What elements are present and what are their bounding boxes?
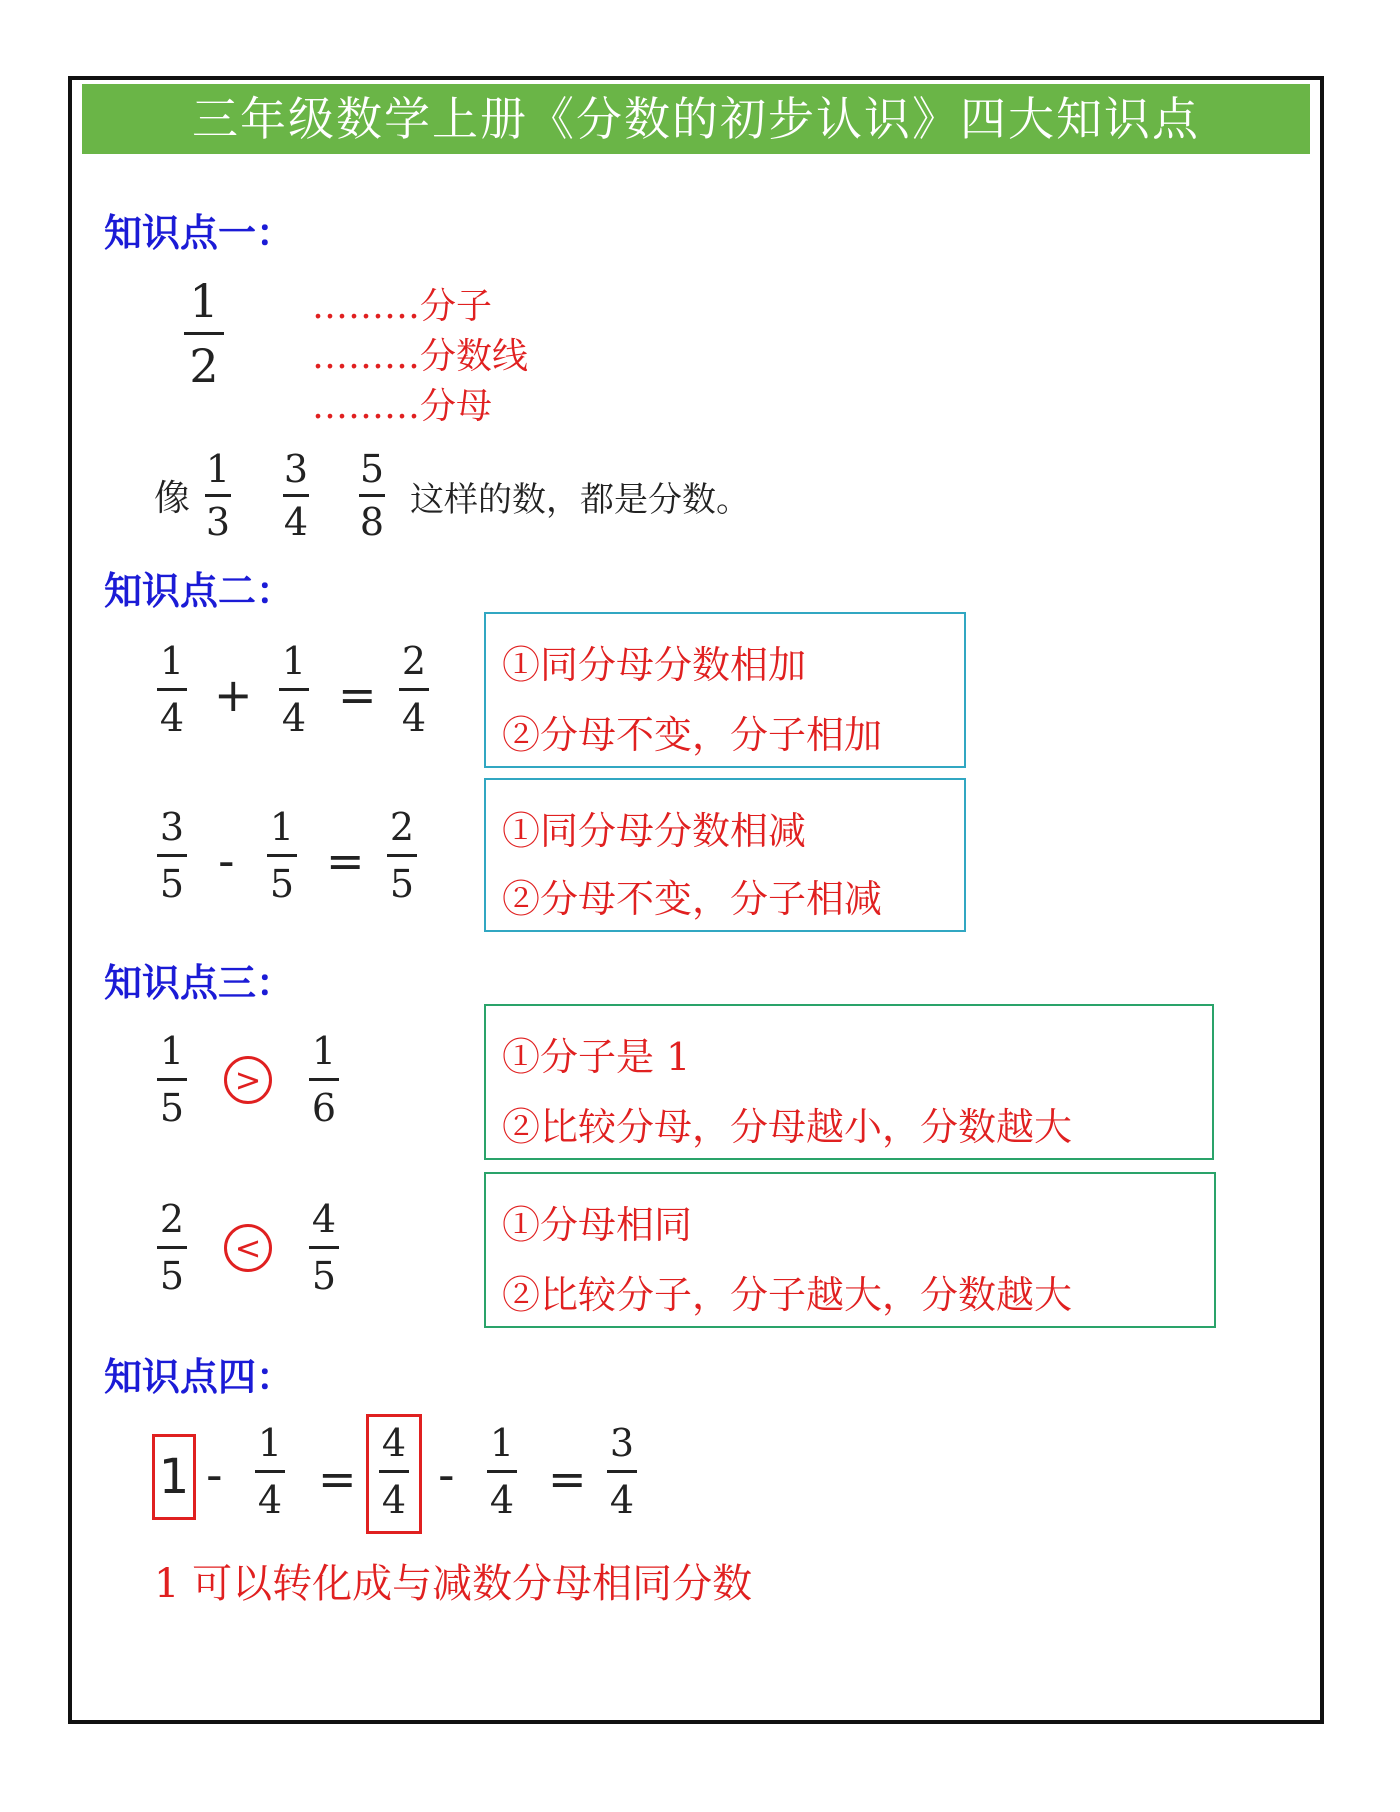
whole-number: 1 bbox=[158, 1449, 190, 1505]
numerator: 1 bbox=[281, 639, 307, 683]
fraction-bar bbox=[157, 688, 187, 691]
denominator: 5 bbox=[159, 1254, 185, 1298]
fraction-bar bbox=[309, 1246, 339, 1249]
example-num: 5 bbox=[359, 447, 385, 491]
example-fraction bbox=[342, 447, 402, 544]
denominator: 5 bbox=[389, 862, 415, 906]
cmp2-fraction-a bbox=[142, 1197, 202, 1298]
label-denominator: ………分母 bbox=[312, 386, 493, 427]
minus-sign: - bbox=[438, 1448, 455, 1502]
fraction-bar bbox=[205, 494, 231, 497]
examples-suffix: 这样的数，都是分数。 bbox=[410, 480, 750, 520]
whole-number-box bbox=[152, 1434, 196, 1520]
section3-heading: 知识点三： bbox=[104, 961, 295, 1005]
equals-sign: = bbox=[548, 1452, 587, 1506]
fraction-denominator: 2 bbox=[189, 339, 219, 393]
sub-rule-1: ①同分母分数相减 bbox=[502, 809, 807, 853]
denominator: 4 bbox=[381, 1478, 407, 1522]
plus-sign: + bbox=[214, 668, 253, 722]
fraction-bar bbox=[255, 1470, 285, 1473]
less-than-sign: < bbox=[234, 1229, 262, 1267]
label-numerator: ………分子 bbox=[312, 286, 493, 327]
cmp1-rule-1: ①分子是 1 bbox=[502, 1035, 691, 1079]
fraction-bar bbox=[184, 332, 224, 335]
add-rule-2: ②分母不变，分子相加 bbox=[502, 713, 883, 757]
numerator: 3 bbox=[609, 1421, 635, 1465]
numerator: 2 bbox=[401, 639, 427, 683]
greater-than-circle bbox=[224, 1056, 272, 1104]
cmp2-rule-box bbox=[484, 1172, 1216, 1328]
sub-rule-box bbox=[484, 778, 966, 932]
numerator: 1 bbox=[269, 805, 295, 849]
numerator: 1 bbox=[257, 1421, 283, 1465]
conversion-note: 1 可以转化成与减数分母相同分数 bbox=[154, 1561, 753, 1607]
denominator: 5 bbox=[159, 862, 185, 906]
cmp1-fraction-b bbox=[294, 1029, 354, 1130]
denominator: 4 bbox=[401, 696, 427, 740]
denominator: 4 bbox=[281, 696, 307, 740]
less-than-circle bbox=[224, 1224, 272, 1272]
cmp1-rule-2: ②比较分母，分母越小，分数越大 bbox=[502, 1105, 1073, 1149]
numerator: 2 bbox=[159, 1197, 185, 1241]
numerator: 4 bbox=[381, 1421, 407, 1465]
cmp1-rule-box bbox=[484, 1004, 1214, 1160]
denominator: 6 bbox=[311, 1086, 337, 1130]
fraction-bar bbox=[157, 854, 187, 857]
denominator: 5 bbox=[269, 862, 295, 906]
fraction-bar bbox=[387, 854, 417, 857]
denominator: 4 bbox=[257, 1478, 283, 1522]
fraction-bar bbox=[487, 1470, 517, 1473]
example-num: 1 bbox=[205, 447, 231, 491]
equals-sign: = bbox=[338, 668, 377, 722]
add-fraction-a bbox=[142, 639, 202, 740]
example-num: 3 bbox=[283, 447, 309, 491]
page-title: 三年级数学上册《分数的初步认识》四大知识点 bbox=[82, 84, 1310, 154]
fraction-numerator: 1 bbox=[189, 274, 219, 328]
example-den: 4 bbox=[283, 500, 309, 544]
add-rule-1: ①同分母分数相加 bbox=[502, 643, 807, 687]
add-fraction-b bbox=[264, 639, 324, 740]
fraction-bar bbox=[279, 688, 309, 691]
cmp2-rule-1: ①分母相同 bbox=[502, 1203, 693, 1247]
sub-fraction-a bbox=[142, 805, 202, 906]
equals-sign: = bbox=[318, 1452, 357, 1506]
denominator: 4 bbox=[159, 696, 185, 740]
fraction-bar bbox=[283, 494, 309, 497]
fraction-bar bbox=[399, 688, 429, 691]
fraction-bar bbox=[359, 494, 385, 497]
numerator: 1 bbox=[311, 1029, 337, 1073]
fraction-bar bbox=[379, 1470, 409, 1473]
converted-fraction bbox=[364, 1421, 424, 1522]
sub-result bbox=[372, 805, 432, 906]
numerator: 4 bbox=[311, 1197, 337, 1241]
main-fraction bbox=[174, 274, 234, 393]
denominator: 4 bbox=[489, 1478, 515, 1522]
subtrahend-fraction-2 bbox=[472, 1421, 532, 1522]
example-den: 3 bbox=[205, 500, 231, 544]
denominator: 4 bbox=[609, 1478, 635, 1522]
section2-heading: 知识点二： bbox=[104, 569, 295, 613]
numerator: 3 bbox=[159, 805, 185, 849]
denominator: 5 bbox=[311, 1254, 337, 1298]
example-fraction bbox=[266, 447, 326, 544]
numerator: 2 bbox=[389, 805, 415, 849]
section4-heading: 知识点四： bbox=[104, 1355, 295, 1399]
cmp2-fraction-b bbox=[294, 1197, 354, 1298]
fraction-bar bbox=[309, 1078, 339, 1081]
fraction-bar bbox=[267, 854, 297, 857]
minus-sign: - bbox=[218, 834, 235, 888]
subtrahend-fraction bbox=[240, 1421, 300, 1522]
cmp2-rule-2: ②比较分子，分子越大，分数越大 bbox=[502, 1273, 1073, 1317]
fraction-bar bbox=[157, 1078, 187, 1081]
fraction-bar bbox=[157, 1246, 187, 1249]
section1-heading: 知识点一： bbox=[104, 211, 295, 255]
add-result bbox=[384, 639, 444, 740]
numerator: 1 bbox=[489, 1421, 515, 1465]
example-den: 8 bbox=[359, 500, 385, 544]
label-fraction-line: ………分数线 bbox=[312, 336, 529, 377]
numerator: 1 bbox=[159, 639, 185, 683]
result-fraction bbox=[592, 1421, 652, 1522]
denominator: 5 bbox=[159, 1086, 185, 1130]
fraction-bar bbox=[607, 1470, 637, 1473]
add-rule-box bbox=[484, 612, 966, 768]
sub-rule-2: ②分母不变，分子相减 bbox=[502, 877, 883, 921]
numerator: 1 bbox=[159, 1029, 185, 1073]
greater-than-sign: > bbox=[234, 1061, 262, 1099]
cmp1-fraction-a bbox=[142, 1029, 202, 1130]
examples-prefix: 像 bbox=[154, 478, 191, 519]
equals-sign: = bbox=[326, 834, 365, 888]
example-fraction bbox=[188, 447, 248, 544]
sub-fraction-b bbox=[252, 805, 312, 906]
minus-sign: - bbox=[206, 1448, 223, 1502]
